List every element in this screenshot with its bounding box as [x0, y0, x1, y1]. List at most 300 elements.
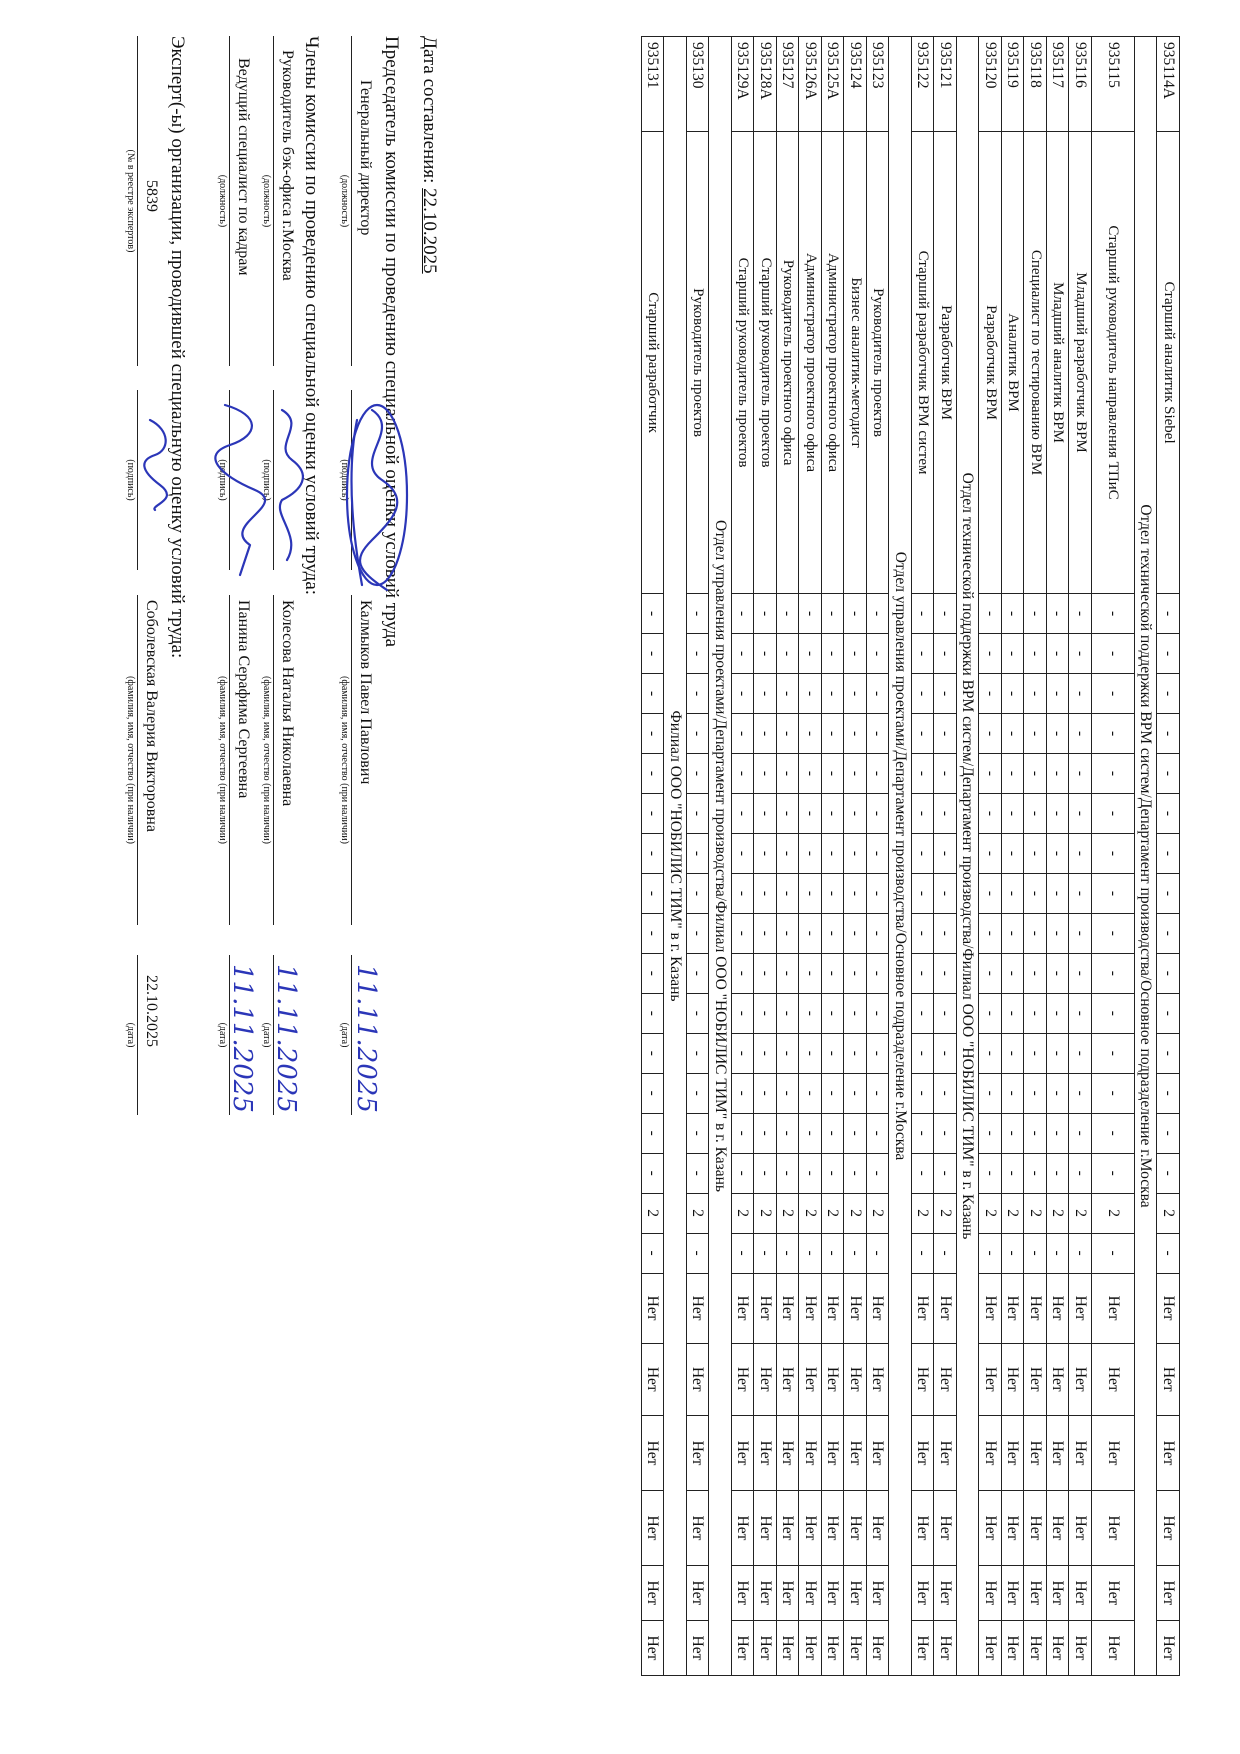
factor-cell: - — [979, 714, 1002, 754]
factor-cell: - — [1092, 754, 1135, 794]
flag-cell: Нет — [754, 1343, 777, 1415]
factor-cell: - — [777, 993, 800, 1033]
factor-cell: - — [754, 754, 777, 794]
factor-cell: - — [934, 1073, 957, 1113]
factor-cell: - — [687, 913, 710, 953]
final-class-cell: 2 — [687, 1193, 710, 1233]
factor-cell: - — [1047, 913, 1070, 953]
final-class-cell: 2 — [934, 1193, 957, 1233]
factor-cell: - — [642, 594, 665, 634]
factor-cell: - — [777, 594, 800, 634]
factor-cell: - — [979, 1113, 1002, 1153]
factor-cell: - — [912, 1113, 935, 1153]
factor-cell: - — [934, 594, 957, 634]
factor-cell: - — [844, 594, 867, 634]
flag-cell: Нет — [642, 1490, 665, 1565]
factor-cell: - — [1157, 1153, 1180, 1193]
factor-cell: - — [1024, 1233, 1047, 1273]
factor-cell: - — [732, 953, 755, 993]
factor-cell: - — [844, 1153, 867, 1193]
factor-cell: - — [1092, 1113, 1135, 1153]
factor-cell: - — [867, 913, 890, 953]
factor-cell: - — [934, 1153, 957, 1193]
factor-cell: - — [844, 913, 867, 953]
flag-cell: Нет — [732, 1273, 755, 1343]
flag-cell: Нет — [979, 1273, 1002, 1343]
flag-cell: Нет — [777, 1490, 800, 1565]
flag-cell: Нет — [1002, 1273, 1025, 1343]
final-class-cell: 2 — [642, 1193, 665, 1233]
factor-cell: - — [1047, 1233, 1070, 1273]
flag-cell: Нет — [934, 1565, 957, 1620]
flag-cell: Нет — [799, 1565, 822, 1620]
factor-cell: - — [1002, 1073, 1025, 1113]
chair-date-handwritten — [348, 960, 388, 1120]
flag-cell: Нет — [822, 1343, 845, 1415]
factor-cell: - — [979, 594, 1002, 634]
position-name: Руководитель проектов — [687, 131, 710, 593]
factor-cell: - — [777, 1033, 800, 1073]
factor-cell: - — [687, 674, 710, 714]
workplace-code: 935115 — [1092, 37, 1135, 132]
flag-cell: Нет — [777, 1620, 800, 1675]
factor-cell: - — [1002, 793, 1025, 833]
factor-cell: - — [912, 1153, 935, 1193]
flag-cell: Нет — [867, 1343, 890, 1415]
flag-cell: Нет — [979, 1565, 1002, 1620]
position-name: Старший руководитель направления ТПиС — [1092, 131, 1135, 593]
member2-name: Панина Серафима Сергеевна — [235, 600, 252, 799]
factor-cell: - — [777, 714, 800, 754]
factor-cell: - — [1069, 1073, 1092, 1113]
factor-cell: - — [1024, 873, 1047, 913]
chair-name: Калмыков Павел Павлович — [357, 600, 374, 785]
factor-cell: - — [732, 873, 755, 913]
factor-cell: - — [1002, 594, 1025, 634]
table-row — [687, 37, 710, 1676]
flag-cell: Нет — [1069, 1620, 1092, 1675]
factor-cell: - — [732, 793, 755, 833]
final-class-cell: 2 — [844, 1193, 867, 1233]
factor-cell: - — [822, 993, 845, 1033]
factor-cell: - — [1069, 754, 1092, 794]
factor-cell: - — [777, 953, 800, 993]
factor-cell: - — [799, 1113, 822, 1153]
factor-cell: - — [822, 793, 845, 833]
factor-cell: - — [1092, 913, 1135, 953]
position-name: Младший аналитик BPM — [1047, 131, 1070, 593]
factor-cell: - — [1024, 1073, 1047, 1113]
factor-cell: - — [912, 674, 935, 714]
factor-cell: - — [732, 634, 755, 674]
factor-cell: - — [867, 873, 890, 913]
factor-cell: - — [1069, 833, 1092, 873]
factor-cell: - — [1092, 674, 1135, 714]
factor-cell: - — [777, 913, 800, 953]
factor-cell: - — [642, 634, 665, 674]
factor-cell: - — [1002, 833, 1025, 873]
flag-cell: Нет — [1092, 1490, 1135, 1565]
table-row — [732, 37, 755, 1676]
workplace-code: 935129А — [732, 37, 755, 132]
factor-cell: - — [1092, 993, 1135, 1033]
table-row — [754, 37, 777, 1676]
factor-cell: - — [1024, 714, 1047, 754]
factor-cell: - — [754, 913, 777, 953]
final-class-cell: 2 — [912, 1193, 935, 1233]
flag-cell: Нет — [754, 1416, 777, 1491]
chair-position: Генеральный директор — [357, 80, 374, 236]
factor-cell: - — [1002, 1153, 1025, 1193]
factor-cell: - — [1002, 1033, 1025, 1073]
factor-cell: - — [1002, 754, 1025, 794]
flag-cell: Нет — [642, 1343, 665, 1415]
factor-cell: - — [687, 1153, 710, 1193]
factor-cell: - — [822, 674, 845, 714]
expert-title: Эксперт(-ы) организации, проводившей специальную оценку условий труда: — [167, 36, 188, 659]
flag-cell: Нет — [1024, 1490, 1047, 1565]
flag-cell: Нет — [732, 1620, 755, 1675]
factor-cell: - — [844, 1073, 867, 1113]
factor-cell: - — [822, 1233, 845, 1273]
flag-cell: Нет — [979, 1490, 1002, 1565]
workplace-code: 935116 — [1069, 37, 1092, 132]
factor-cell: - — [732, 754, 755, 794]
factor-cell: - — [822, 1033, 845, 1073]
factor-cell: - — [777, 1113, 800, 1153]
flag-cell: Нет — [799, 1416, 822, 1491]
position-name: Администратор проектного офиса — [822, 131, 845, 593]
workplace-code: 935127 — [777, 37, 800, 132]
flag-cell: Нет — [687, 1490, 710, 1565]
factor-cell: - — [912, 833, 935, 873]
factor-cell: - — [934, 674, 957, 714]
flag-cell: Нет — [1047, 1343, 1070, 1415]
factor-cell: - — [1069, 913, 1092, 953]
factor-cell: - — [1157, 674, 1180, 714]
table-row — [1047, 37, 1070, 1676]
factor-cell: - — [912, 953, 935, 993]
position-name: Бизнес аналитик-методист — [844, 131, 867, 593]
factor-cell: - — [979, 833, 1002, 873]
factor-cell: - — [642, 833, 665, 873]
factor-cell: - — [1069, 1033, 1092, 1073]
factor-cell: - — [754, 1073, 777, 1113]
factor-cell: - — [642, 1153, 665, 1193]
table-row — [867, 37, 890, 1676]
rotated-document: 935114А Старший аналитик Siebel - - - - - - - - - - - - - - - 2 - Нет Нет Нет Нет Нет Нет Отдел технической поддержки BPM систем/Департамент производства/Основное подразделение г.Москва 935115 Старший руководитель направления ТПиС - - - - - - - - - - - - - - - 2 - Нет Нет Нет Нет Нет Нет 935116 Младший разработчик BPM - - - - - - - - - - - - - - - 2 - Нет Нет Нет Нет Нет Нет 935117 Младший аналитик BPM - - - - - - - - - - - - - - - 2 - Нет Нет Нет Нет Нет Нет 935118 Специалист по тестированию BPM - - - - - - - - - - - - - - - 2 - Нет Нет Нет Нет Нет Нет 935119 Аналитик BPM - - - - - - - - - - - - - - - 2 - Нет Нет Нет Нет Нет Нет 935120 Разработчик BPM - - - - - - - - - - - - - - - 2 - Нет Нет Нет Нет Нет Нет Отдел технической поддержки BPM систем/Департамент производства/Филиал ООО "НОБИЛИС ТИМ" в г. Казань 935121 Разработчик BPM - - - - - - - - - - - - - - - 2 - Нет Нет Нет Нет Нет Нет 935122 Старший разработчик BPM систем - - - - - - - - - - - - - - - 2 - Нет Нет Нет Нет Нет Нет Отдел управления проектами/Департамент производства/Основное подразделение г.Москва 935123 Руководитель проектов - - - - - - - - - - - - - - - 2 - Нет Нет Нет Нет Нет Нет 935124 Бизнес аналитик-методист - - - - - - - - - - - - - - - 2 - Нет Нет Нет Нет Нет Нет 935125А Администратор проектного офиса - - - - - - - - - - - - - - - 2 - Нет Нет Нет Нет Нет Нет 935126А Администратор проектного офиса - - - - - - - - - - - - - - - 2 - Нет Нет Нет Нет Нет Нет 935127 Руководитель проектного офиса - - - - - - - - - - - - - - - 2 - Нет Нет Нет Нет Нет Нет 935128А Старший руководитель проектов - - - - - - - - - - - - - - - 2 - Нет Нет Нет Нет Нет Нет 935129А Старший руководитель проектов - - - - - - - - - - - - - - - 2 - Нет Нет Нет Нет Нет Нет Отдел управления проектами/Департамент производства/Филиал ООО "НОБИЛИС ТИМ" в г. Казань 935130 Руководитель проектов - - - - - - - - - - - - - - - 2 - Нет Нет Нет Нет Нет Нет Филиал ООО "НОБИЛИС ТИМ" в г. Казань 935131 Старший разработчик - - - - - - - - - - - - - - - 2 - Нет Нет Нет Нет Нет Нет Дата составления: 22.10.2025 Председатель комиссии по проведению специальной оценки условий труда Генеральный директор (должность) (подпись) Калмыков Павел Павлович (фамилия, имя, отчество (при наличии) (дата) Члены комиссии по проведению специальной оценки условий труда: Руководитель бэк-офиса г.Москва (должность) (подпись) Колесова Наталья Николаевна (фамилия, имя, отчество (при наличии) (дата) Ведущий специалист по кадрам (должность) (подпись) Панина Серафима Сергеевна (фамилия, имя, отчество (при наличии) (дата) Эксперт(-ы) организации, проводившей специальную оценку условий труда: 5839 (№ в реестре экспертов) (подпись) Соболевская Валерия Викторовна (фамилия, имя, отчество (при наличии) 22.10.2025 (дата) 11.11.2025 11.11.2025 11.11.2025 — [0, 0, 1240, 1754]
factor-cell: - — [799, 754, 822, 794]
factor-cell: - — [754, 1113, 777, 1153]
factor-cell: - — [822, 714, 845, 754]
final-class-cell: 2 — [867, 1193, 890, 1233]
factor-cell: - — [1069, 993, 1092, 1033]
factor-cell: - — [1092, 833, 1135, 873]
factor-cell: - — [1157, 754, 1180, 794]
factor-cell: - — [799, 674, 822, 714]
flag-cell: Нет — [1024, 1343, 1047, 1415]
factor-cell: - — [912, 873, 935, 913]
factor-cell: - — [844, 754, 867, 794]
flag-cell: Нет — [822, 1273, 845, 1343]
factor-cell: - — [1024, 793, 1047, 833]
factor-cell: - — [979, 634, 1002, 674]
factor-cell: - — [1002, 1233, 1025, 1273]
flag-cell: Нет — [867, 1273, 890, 1343]
factor-cell: - — [1069, 714, 1092, 754]
flag-cell: Нет — [1024, 1273, 1047, 1343]
factor-cell: - — [642, 913, 665, 953]
factor-cell: - — [1047, 993, 1070, 1033]
position-name: Старший руководитель проектов — [754, 131, 777, 593]
factor-cell: - — [687, 594, 710, 634]
factor-cell: - — [1157, 1033, 1180, 1073]
flag-cell: Нет — [934, 1343, 957, 1415]
factor-cell: - — [1002, 634, 1025, 674]
flag-cell: Нет — [777, 1343, 800, 1415]
factor-cell: - — [1002, 873, 1025, 913]
section-header-row — [889, 37, 912, 1676]
flag-cell: Нет — [799, 1620, 822, 1675]
final-class-cell: 2 — [1069, 1193, 1092, 1233]
factor-cell: - — [867, 953, 890, 993]
factor-cell: - — [867, 1073, 890, 1113]
factor-cell: - — [934, 953, 957, 993]
table-row — [934, 37, 957, 1676]
factor-cell: - — [1157, 913, 1180, 953]
flag-cell: Нет — [732, 1343, 755, 1415]
factor-cell: - — [1047, 674, 1070, 714]
flag-cell: Нет — [687, 1343, 710, 1415]
factor-cell: - — [844, 1113, 867, 1153]
factor-cell: - — [777, 873, 800, 913]
factor-cell: - — [732, 674, 755, 714]
flag-cell: Нет — [844, 1565, 867, 1620]
factor-cell: - — [822, 913, 845, 953]
factor-cell: - — [777, 674, 800, 714]
factor-cell: - — [799, 1073, 822, 1113]
flag-cell: Нет — [642, 1565, 665, 1620]
factor-cell: - — [979, 993, 1002, 1033]
table-row — [979, 37, 1002, 1676]
position-name: Старший руководитель проектов — [732, 131, 755, 593]
flag-cell: Нет — [1092, 1273, 1135, 1343]
factor-cell: - — [1047, 873, 1070, 913]
factor-cell: - — [754, 953, 777, 993]
flag-cell: Нет — [1002, 1416, 1025, 1491]
factor-cell: - — [1024, 634, 1047, 674]
factor-cell: - — [777, 1153, 800, 1193]
factor-cell: - — [1002, 714, 1025, 754]
factor-cell: - — [912, 993, 935, 1033]
flag-cell: Нет — [822, 1620, 845, 1675]
factor-cell: - — [1092, 873, 1135, 913]
factor-cell: - — [1092, 793, 1135, 833]
expert-signature-icon — [135, 410, 180, 520]
factor-cell: - — [777, 1073, 800, 1113]
flag-cell: Нет — [1092, 1416, 1135, 1491]
factor-cell: - — [1069, 793, 1092, 833]
workplace-code: 935125А — [822, 37, 845, 132]
flag-cell: Нет — [934, 1273, 957, 1343]
factor-cell: - — [979, 953, 1002, 993]
factor-cell: - — [867, 594, 890, 634]
factor-cell: - — [934, 833, 957, 873]
factor-cell: - — [732, 714, 755, 754]
workplace-code: 935128А — [754, 37, 777, 132]
factor-cell: - — [799, 913, 822, 953]
section-header-row — [709, 37, 732, 1676]
factor-cell: - — [1157, 953, 1180, 993]
factor-cell: - — [1092, 1153, 1135, 1193]
factor-cell: - — [844, 833, 867, 873]
factor-cell: - — [1002, 953, 1025, 993]
final-class-cell: 2 — [1157, 1193, 1180, 1233]
factor-cell: - — [754, 594, 777, 634]
factor-cell: - — [1024, 1113, 1047, 1153]
final-class-cell: 2 — [1047, 1193, 1070, 1233]
factor-cell: - — [1024, 1153, 1047, 1193]
factor-cell: - — [912, 714, 935, 754]
section-header-branch_kazan: Филиал ООО "НОБИЛИС ТИМ" в г. Казань — [664, 37, 687, 1676]
member2-date-handwritten — [224, 960, 264, 1120]
factor-cell: - — [642, 873, 665, 913]
factor-cell: - — [754, 1033, 777, 1073]
flag-cell: Нет — [912, 1565, 935, 1620]
factor-cell: - — [1047, 634, 1070, 674]
flag-cell: Нет — [687, 1565, 710, 1620]
position-name: Администратор проектного офиса — [799, 131, 822, 593]
flag-cell: Нет — [867, 1565, 890, 1620]
factor-cell: - — [1047, 1113, 1070, 1153]
chair-title: Председатель комиссии по проведению специальной оценки условий труда — [381, 36, 402, 647]
factor-cell: - — [1002, 993, 1025, 1033]
flag-cell: Нет — [912, 1490, 935, 1565]
workplace-code: 935123 — [867, 37, 890, 132]
flag-cell: Нет — [844, 1343, 867, 1415]
table-row — [1157, 37, 1180, 1676]
table-row — [1024, 37, 1047, 1676]
factor-cell: - — [844, 714, 867, 754]
factor-cell: - — [732, 913, 755, 953]
date-compiled: Дата составления: 22.10.2025 — [419, 36, 440, 274]
factor-cell: - — [1069, 674, 1092, 714]
flag-cell: Нет — [912, 1343, 935, 1415]
factor-cell: - — [687, 1073, 710, 1113]
workplace-code: 935121 — [934, 37, 957, 132]
flag-cell: Нет — [912, 1620, 935, 1675]
section-header-row — [1135, 37, 1158, 1676]
factor-cell: - — [687, 1233, 710, 1273]
factor-cell: - — [1157, 793, 1180, 833]
factor-cell: - — [1157, 1113, 1180, 1153]
flag-cell: Нет — [1092, 1565, 1135, 1620]
flag-cell: Нет — [1047, 1416, 1070, 1491]
workplace-code: 935124 — [844, 37, 867, 132]
factor-cell: - — [1024, 913, 1047, 953]
table-row — [1092, 37, 1135, 1676]
table-row — [822, 37, 845, 1676]
position-name: Аналитик BPM — [1002, 131, 1025, 593]
factor-cell: - — [844, 1033, 867, 1073]
final-class-cell: 2 — [754, 1193, 777, 1233]
table-body — [642, 37, 1180, 1676]
factor-cell: - — [979, 1153, 1002, 1193]
factor-cell: - — [732, 1073, 755, 1113]
flag-cell: Нет — [1002, 1343, 1025, 1415]
factor-cell: - — [642, 674, 665, 714]
table-row — [1002, 37, 1025, 1676]
final-class-cell: 2 — [732, 1193, 755, 1233]
position-name: Разработчик BPM — [979, 131, 1002, 593]
flag-cell: Нет — [1157, 1416, 1180, 1491]
flag-cell: Нет — [1069, 1416, 1092, 1491]
svg-text:11.11.2025: 11.11.2025 — [351, 964, 381, 1113]
factor-cell: - — [844, 1233, 867, 1273]
expert-registry-number: 5839 — [143, 180, 160, 212]
factor-cell: - — [844, 793, 867, 833]
factor-cell: - — [867, 793, 890, 833]
factor-cell: - — [1002, 674, 1025, 714]
flag-cell: Нет — [1024, 1620, 1047, 1675]
flag-cell: Нет — [1069, 1273, 1092, 1343]
factor-cell: - — [822, 634, 845, 674]
factor-cell: - — [1024, 754, 1047, 794]
flag-cell: Нет — [934, 1416, 957, 1491]
chair-signature-icon — [342, 400, 412, 600]
factor-cell: - — [1002, 913, 1025, 953]
flag-cell: Нет — [844, 1490, 867, 1565]
factor-cell: - — [934, 634, 957, 674]
factor-cell: - — [1157, 993, 1180, 1033]
flag-cell: Нет — [1069, 1490, 1092, 1565]
factor-cell: - — [1092, 1033, 1135, 1073]
factor-cell: - — [687, 953, 710, 993]
workplace-code: 935114А — [1157, 37, 1180, 132]
flag-cell: Нет — [732, 1416, 755, 1491]
flag-cell: Нет — [1157, 1565, 1180, 1620]
factor-cell: - — [732, 1113, 755, 1153]
factor-cell: - — [1157, 634, 1180, 674]
flag-cell: Нет — [799, 1490, 822, 1565]
factor-cell: - — [799, 793, 822, 833]
factor-cell: - — [754, 714, 777, 754]
factor-cell: - — [844, 993, 867, 1033]
flag-cell: Нет — [642, 1273, 665, 1343]
factor-cell: - — [732, 594, 755, 634]
factor-cell: - — [1157, 594, 1180, 634]
flag-cell: Нет — [867, 1490, 890, 1565]
flag-cell: Нет — [732, 1565, 755, 1620]
factor-cell: - — [1024, 833, 1047, 873]
factor-cell: - — [1092, 594, 1135, 634]
flag-cell: Нет — [1047, 1273, 1070, 1343]
factor-cell: - — [1047, 1153, 1070, 1193]
factor-cell: - — [642, 714, 665, 754]
factor-cell: - — [1157, 873, 1180, 913]
factor-cell: - — [822, 833, 845, 873]
factor-cell: - — [642, 1233, 665, 1273]
factor-cell: - — [867, 754, 890, 794]
flag-cell: Нет — [912, 1416, 935, 1491]
position-name: Младший разработчик BPM — [1069, 131, 1092, 593]
section-header-tech_support: Отдел технической поддержки BPM систем/Департамент производства/Основное подразделение г.Москва — [1135, 37, 1158, 1676]
flag-cell: Нет — [687, 1416, 710, 1491]
factor-cell: - — [642, 953, 665, 993]
workplace-code: 935131 — [642, 37, 665, 132]
factor-cell: - — [979, 1073, 1002, 1113]
svg-text:11.11.2025: 11.11.2025 — [271, 964, 301, 1113]
